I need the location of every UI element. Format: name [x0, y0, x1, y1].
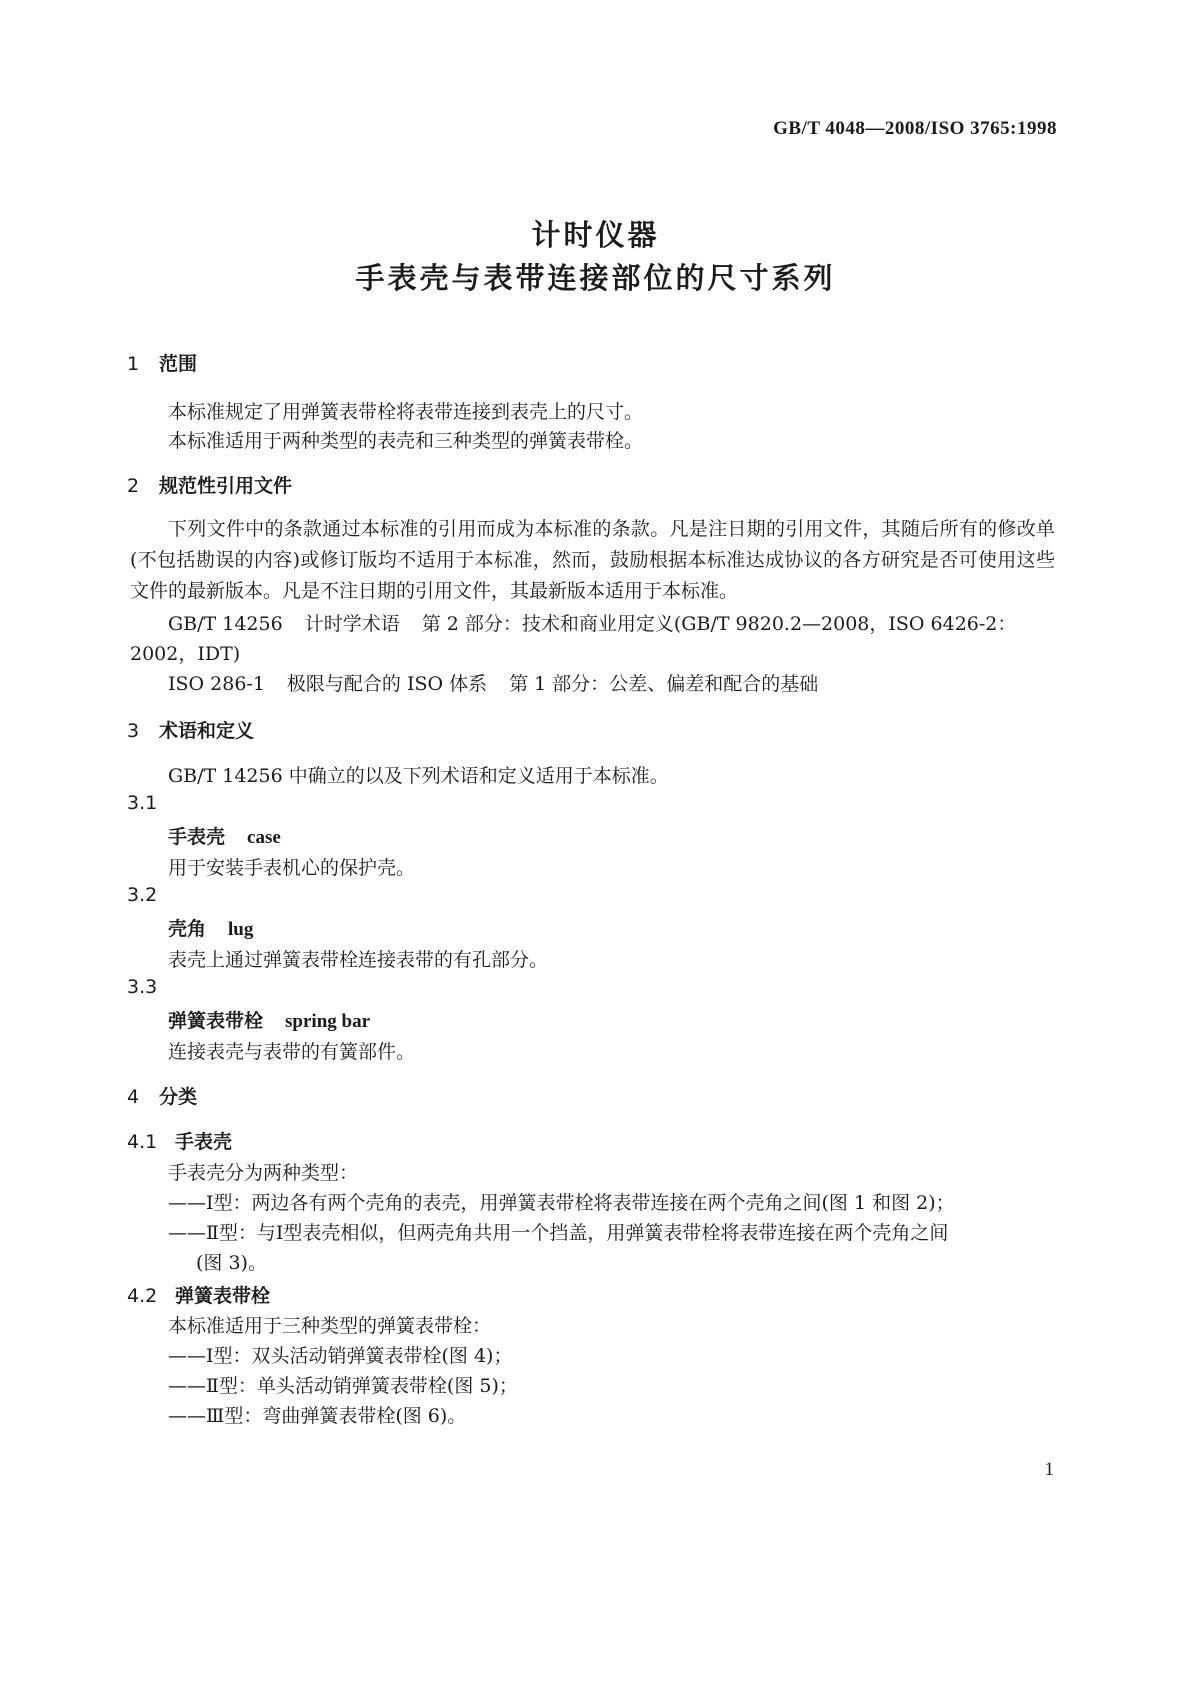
- ref-part: 第 1 部分：公差、偏差和配合的基础: [509, 673, 819, 695]
- clause-3-2-number: 3.2: [127, 884, 158, 906]
- document-title-line2: 手表壳与表带连接部位的尺寸系列: [355, 261, 836, 295]
- reference-gbt-14256: [168, 609, 1016, 636]
- section-title: 分类: [159, 1086, 198, 1108]
- term-zh: 弹簧表带栓: [168, 1010, 264, 1032]
- term-case: [168, 822, 281, 849]
- case-type-2: ——Ⅱ型：与Ⅰ型表壳相似，但两壳角共用一个挡盖，用弹簧表带栓将表带连接在两个壳角之间: [168, 1222, 949, 1244]
- subsection-number: 4.1: [127, 1131, 158, 1153]
- term-case-definition: 用于安装手表机心的保护壳。: [168, 857, 416, 879]
- term-en: lug: [228, 919, 254, 940]
- section-number: 1: [127, 353, 140, 375]
- spring-bar-type-2: ——Ⅱ型：单头活动销弹簧表带栓(图 5)；: [168, 1375, 518, 1397]
- section-1-heading: [127, 349, 197, 376]
- spring-bar-types-intro: 本标准适用于三种类型的弹簧表带栓：: [168, 1315, 492, 1337]
- term-spring-bar-definition: 连接表壳与表带的有簧部件。: [168, 1041, 416, 1063]
- term-zh: 壳角: [168, 918, 207, 940]
- subsection-number: 4.2: [127, 1285, 158, 1307]
- section-2-heading: [127, 471, 292, 498]
- subsection-title: 弹簧表带栓: [175, 1285, 271, 1307]
- case-type-1: ——Ⅰ型：两边各有两个壳角的表壳，用弹簧表带栓将表带连接在两个壳角之间(图 1 和图 2)；: [168, 1192, 955, 1214]
- standard-code: GB/T 4048—2008/ISO 3765:1998: [773, 118, 1057, 139]
- clause-3-3-number: 3.3: [127, 976, 158, 998]
- section-3-heading: [127, 716, 254, 743]
- section-title: 范围: [159, 353, 198, 375]
- clause-3-1-number: 3.1: [127, 792, 158, 814]
- document-title-line1: 计时仪器: [531, 218, 660, 252]
- ref-title: 计时学术语: [304, 613, 400, 635]
- subsection-4-2-heading: [127, 1281, 270, 1308]
- term-lug-definition: 表壳上通过弹簧表带栓连接表带的有孔部分。: [168, 949, 549, 971]
- term-spring-bar: [168, 1006, 370, 1033]
- spring-bar-type-1: ——Ⅰ型：双头活动销弹簧表带栓(图 4)；: [168, 1345, 513, 1367]
- terms-intro: GB/T 14256 中确立的以及下列术语和定义适用于本标准。: [168, 765, 669, 787]
- case-type-2-continued: (图 3)。: [196, 1252, 267, 1274]
- case-types-intro: 手表壳分为两种类型：: [168, 1162, 359, 1184]
- ref-part: 第 2 部分：技术和商业用定义(GB/T 9820.2—2008，ISO 6426-2：: [421, 613, 1017, 635]
- section-number: 4: [127, 1086, 140, 1108]
- reference-gbt-14256-continued: 2002，IDT): [130, 643, 241, 665]
- page-number: 1: [1044, 1459, 1054, 1480]
- subsection-title: 手表壳: [175, 1131, 233, 1153]
- term-en: case: [247, 827, 281, 848]
- section-title: 术语和定义: [159, 720, 255, 742]
- reference-iso-286-1: [168, 669, 818, 696]
- term-en: spring bar: [285, 1011, 371, 1032]
- section-number: 2: [127, 475, 140, 497]
- section-title: 规范性引用文件: [159, 475, 293, 497]
- scope-paragraph-1: 本标准规定了用弹簧表带栓将表带连接到表壳上的尺寸。: [168, 401, 644, 423]
- spring-bar-type-3: ——Ⅲ型：弯曲弹簧表带栓(图 6)。: [168, 1405, 467, 1427]
- section-4-heading: [127, 1082, 197, 1109]
- section-number: 3: [127, 720, 140, 742]
- term-lug: [168, 914, 253, 941]
- scope-paragraph-2: 本标准适用于两种类型的表壳和三种类型的弹簧表带栓。: [168, 430, 644, 452]
- term-zh: 手表壳: [168, 826, 226, 848]
- ref-title: 极限与配合的 ISO 体系: [286, 673, 488, 695]
- ref-code: ISO 286-1: [168, 673, 265, 695]
- ref-code: GB/T 14256: [168, 613, 283, 635]
- normative-references-paragraph: 下列文件中的条款通过本标准的引用而成为本标准的条款。凡是注日期的引用文件，其随后所有的修改单(不包括勘误的内容)或修订版均不适用于本标准，然而，鼓励根据本标准达成协议的各方研究是否可使用这些文件的最新版本。凡是不注日期的引用文件，其最新版本适用于本标准。: [130, 518, 1055, 602]
- subsection-4-1-heading: [127, 1127, 232, 1154]
